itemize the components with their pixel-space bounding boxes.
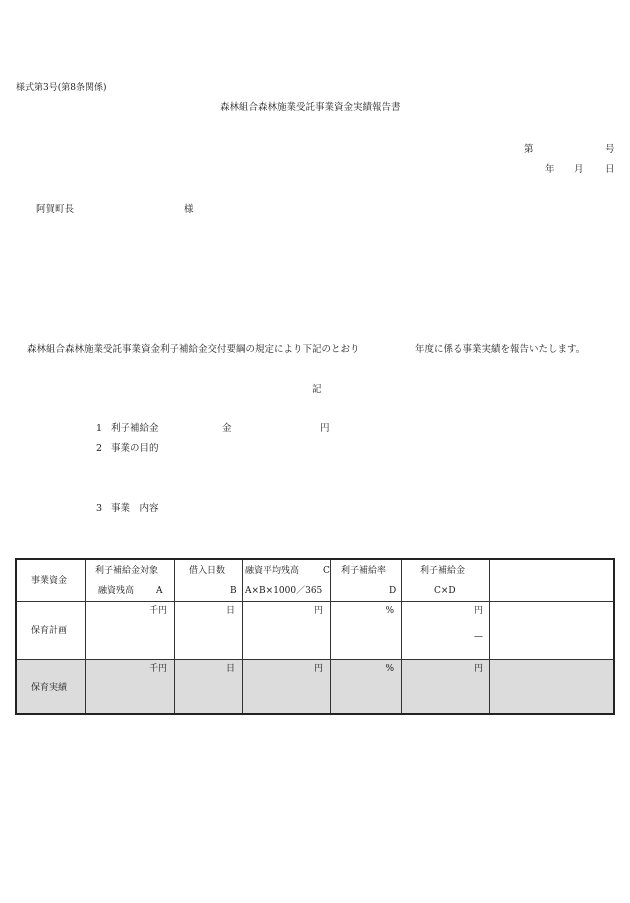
doc-number-prefix: 第 — [524, 144, 534, 155]
row-label-actual: 保育実績 — [31, 683, 68, 693]
actual-unit-percent: % — [385, 664, 394, 674]
body-text-part1: 森林組合森林施業受託事業資金利子補給金交付要綱の規定により下記のとおり — [27, 344, 360, 355]
item-1-label: 利子補給金 — [111, 423, 159, 434]
plan-unit-days: 日 — [225, 606, 235, 616]
item-3-label: 事業 内容 — [111, 503, 159, 514]
item-1-unit: 円 — [320, 423, 330, 434]
col-divider — [489, 560, 490, 713]
item-1-kin: 金 — [222, 423, 232, 434]
actual-unit-days: 日 — [225, 664, 235, 674]
header-target-balance-line2: 融資残高 — [98, 586, 135, 596]
col-divider — [85, 560, 86, 713]
body-text-part2: 年度に係る事業実績を報告いたします。 — [415, 344, 586, 355]
header-average-formula: A×B×1000／365 — [245, 586, 323, 596]
header-subsidy-formula: C×D — [434, 586, 456, 596]
form-number: 様式第3号(第8条関係) — [16, 83, 107, 93]
actual-unit-thousand-yen: 千円 — [148, 664, 167, 674]
header-subsidy: 利子補給金 — [420, 566, 466, 576]
addressee-honorific: 様 — [184, 204, 194, 215]
col-divider — [401, 560, 402, 713]
header-funds: 事業資金 — [31, 576, 68, 586]
item-2-label: 事業の目的 — [111, 443, 159, 454]
header-code-b: B — [230, 586, 237, 596]
doc-number-suffix: 号 — [605, 144, 615, 155]
date-month: 月 — [574, 164, 584, 175]
plan-unit-thousand-yen: 千円 — [148, 606, 167, 616]
col-divider — [330, 560, 331, 713]
actual-unit-yen: 円 — [313, 664, 323, 674]
col-divider — [174, 560, 175, 713]
item-3-number: 3 — [96, 503, 103, 514]
row-label-plan: 保育計画 — [31, 626, 68, 636]
item-2-number: 2 — [96, 443, 103, 454]
plan-unit-subsidy-yen: 円 — [473, 606, 483, 616]
ki-marker: 記 — [312, 384, 322, 395]
addressee-name: 阿賀町長 — [36, 204, 75, 215]
date-day: 日 — [605, 164, 615, 175]
document-title: 森林組合森林施業受託事業資金実績報告書 — [220, 102, 401, 113]
header-borrow-days: 借入日数 — [189, 566, 226, 576]
header-code-a: A — [156, 586, 163, 596]
actual-unit-subsidy-yen: 円 — [473, 664, 483, 674]
header-code-c: C — [323, 566, 330, 576]
summary-table — [15, 558, 615, 715]
header-code-d: D — [389, 586, 397, 596]
header-target-balance-line1: 利子補給金対象 — [95, 566, 159, 576]
plan-subsidy-dash: — — [474, 632, 483, 642]
row-divider — [17, 601, 613, 602]
row-divider — [17, 659, 613, 660]
col-divider — [242, 560, 243, 713]
item-1-number: 1 — [96, 423, 103, 434]
date-year: 年 — [545, 164, 555, 175]
header-average-balance: 融資平均残高 — [245, 566, 300, 576]
plan-unit-percent: % — [385, 606, 394, 616]
header-subsidy-rate: 利子補給率 — [341, 566, 387, 576]
plan-unit-yen: 円 — [313, 606, 323, 616]
